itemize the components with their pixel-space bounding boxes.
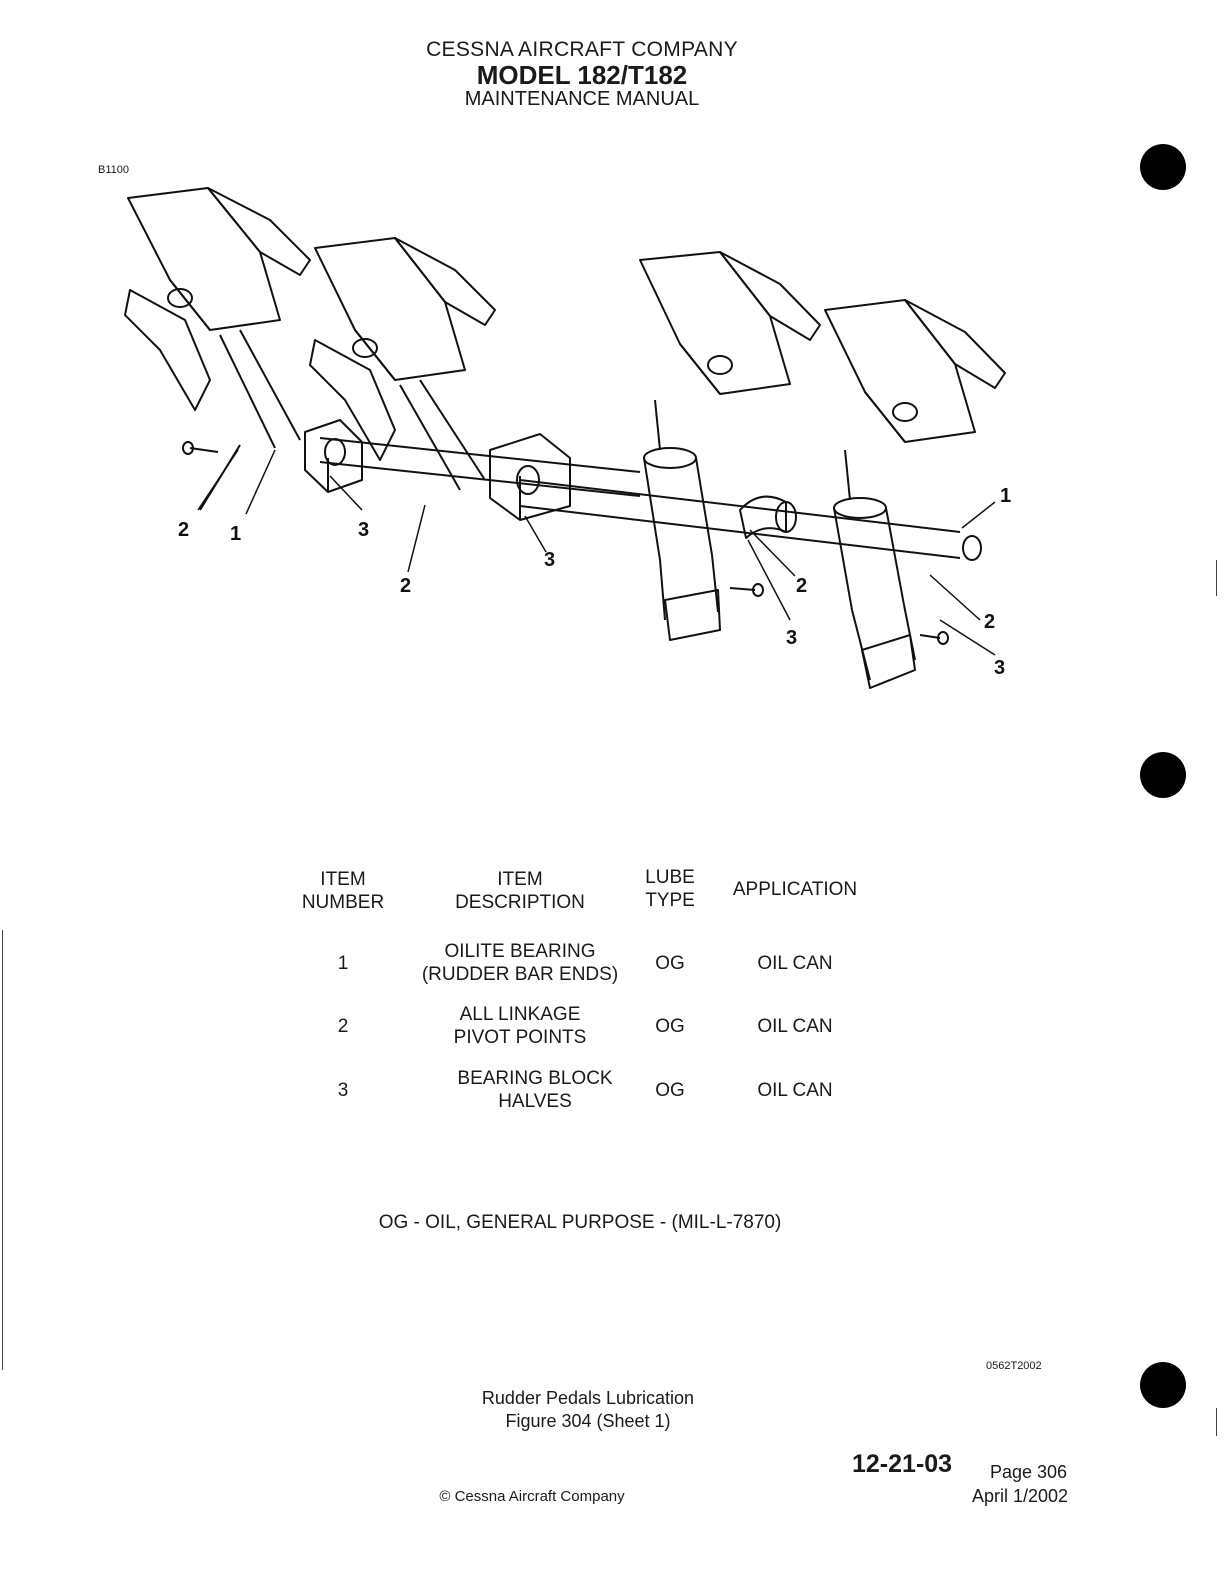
callout-3-d: 3 [994,657,1006,679]
header-model: MODEL 182/T182 [476,60,688,90]
callout-2-a: 2 [178,519,190,541]
callout-2-d: 2 [984,611,996,633]
rudder-pedals-drawing [100,180,1030,700]
pedal-3 [640,252,820,640]
row-2-description: ALL LINKAGE PIVOT POINTS [453,1004,587,1048]
header-manual: MAINTENANCE MANUAL [464,88,700,110]
scan-edge-right-2 [1216,1408,1217,1436]
row-3-application: OIL CAN [757,1080,833,1101]
art-code: 0562T2002 [986,1360,1042,1372]
callout-2-c: 2 [796,575,808,597]
row-2-application: OIL CAN [757,1016,833,1037]
figure-caption-number: Figure 304 (Sheet 1) [505,1411,671,1431]
bearing-block-left [305,420,362,492]
scan-edge-right-1 [1216,560,1217,596]
header-company: CESSNA AIRCRAFT COMPANY [426,38,738,61]
torque-tube-upper [320,438,640,496]
figure-caption-title: Rudder Pedals Lubrication [481,1388,695,1408]
pedal-1 [125,188,310,510]
row-1-lube: OG [655,953,685,974]
header-item-description: ITEM DESCRIPTION [455,869,585,913]
row-2-number: 2 [337,1016,349,1037]
scan-edge-left [2,930,3,1370]
row-1-description: OILITE BEARING (RUDDER BAR ENDS) [421,941,619,985]
header-lube-type: LUBE TYPE [645,867,695,911]
revision-date: April 1/2002 [972,1486,1069,1506]
binder-hole-top [1140,144,1186,190]
callout-3-a: 3 [358,519,370,541]
row-2-lube: OG [655,1016,685,1037]
row-1-application: OIL CAN [757,953,833,974]
header-application: APPLICATION [732,879,858,900]
pedal-2 [310,238,495,490]
page-number: Page 306 [990,1462,1068,1482]
callout-3-c: 3 [786,627,798,649]
callout-1-a: 1 [230,523,242,545]
lube-type-note: OG - OIL, GENERAL PURPOSE - (MIL-L-7870) [378,1212,782,1233]
pedal-4 [825,300,1005,688]
callout-3-b: 3 [544,549,556,571]
callout-2-b: 2 [400,575,412,597]
binder-hole-middle [1140,752,1186,798]
figure-code: B1100 [98,164,129,176]
copyright: © Cessna Aircraft Company [439,1488,625,1505]
header-item-number: ITEM NUMBER [301,869,385,913]
bearing-block-right [740,497,796,538]
row-1-number: 1 [337,953,349,974]
section-number: 12-21-03 [852,1450,953,1478]
row-3-description: BEARING BLOCK HALVES [457,1068,613,1112]
row-3-number: 3 [337,1080,349,1101]
callout-1-b: 1 [1000,485,1012,507]
row-3-lube: OG [655,1080,685,1101]
